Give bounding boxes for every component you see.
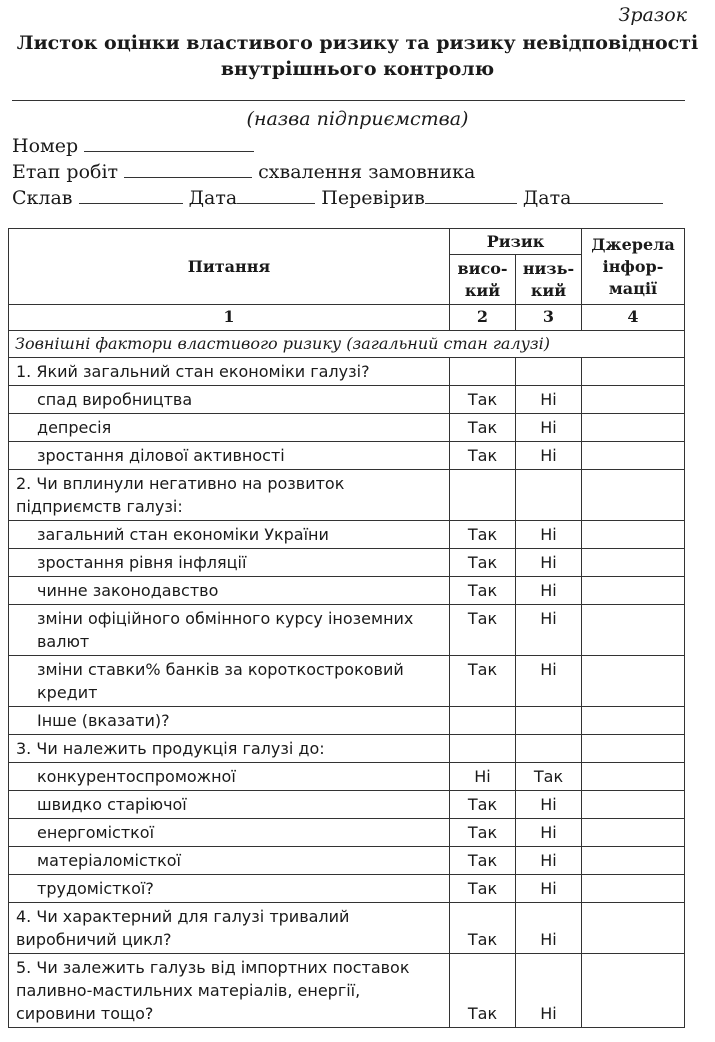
sources-cell[interactable] bbox=[582, 656, 685, 707]
sources-cell[interactable] bbox=[582, 903, 685, 954]
table-row bbox=[9, 386, 685, 414]
high-risk-cell[interactable] bbox=[450, 470, 516, 521]
sample-label: Зразок bbox=[618, 4, 687, 26]
signature-row bbox=[12, 187, 663, 209]
table-row bbox=[9, 707, 685, 735]
question-cell: 5. Чи залежить галузь від імпортних поставок паливно-мастильних матеріалів, енергії, сировини тощо? bbox=[9, 954, 450, 1028]
high-risk-cell[interactable]: Так bbox=[450, 875, 516, 903]
question-cell: трудомісткої? bbox=[9, 875, 450, 903]
table-row bbox=[9, 791, 685, 819]
low-risk-cell[interactable]: Ні bbox=[516, 903, 582, 954]
number-label: Номер bbox=[12, 135, 79, 157]
sources-cell[interactable] bbox=[582, 549, 685, 577]
approval-text: схвалення замовника bbox=[258, 161, 476, 183]
low-risk-cell[interactable]: Ні bbox=[516, 791, 582, 819]
table-row bbox=[9, 954, 685, 1028]
question-cell: загальний стан економіки України bbox=[9, 521, 450, 549]
high-risk-cell[interactable]: Так bbox=[450, 656, 516, 707]
sources-cell[interactable] bbox=[582, 819, 685, 847]
stage-label: Етап робіт bbox=[12, 161, 119, 183]
question-cell: зростання рівня інфляції bbox=[9, 549, 450, 577]
table-row bbox=[9, 875, 685, 903]
question-cell: 3. Чи належить продукція галузі до: bbox=[9, 735, 450, 763]
question-cell: конкурентоспроможної bbox=[9, 763, 450, 791]
col-risk-header: Ризик bbox=[450, 229, 582, 255]
sources-cell[interactable] bbox=[582, 521, 685, 549]
date2-label: Дата bbox=[522, 187, 572, 209]
low-risk-cell[interactable]: Так bbox=[516, 763, 582, 791]
sources-cell[interactable] bbox=[582, 847, 685, 875]
stage-row bbox=[12, 161, 475, 183]
sources-cell[interactable] bbox=[582, 954, 685, 1028]
title-line-1: Листок оцінки властивого ризику та ризику невідповідності bbox=[16, 32, 699, 54]
table-row bbox=[9, 414, 685, 442]
question-cell: депресія bbox=[9, 414, 450, 442]
high-risk-cell[interactable]: Так bbox=[450, 386, 516, 414]
enterprise-name-line[interactable] bbox=[12, 100, 685, 101]
checked-field[interactable] bbox=[425, 187, 517, 204]
low-risk-cell[interactable]: Ні bbox=[516, 875, 582, 903]
question-cell: матеріаломісткої bbox=[9, 847, 450, 875]
sources-cell[interactable] bbox=[582, 791, 685, 819]
low-risk-cell[interactable]: Ні bbox=[516, 847, 582, 875]
sources-cell[interactable] bbox=[582, 414, 685, 442]
sources-cell[interactable] bbox=[582, 735, 685, 763]
high-risk-cell[interactable]: Так bbox=[450, 442, 516, 470]
low-risk-cell[interactable] bbox=[516, 735, 582, 763]
low-risk-cell[interactable]: Ні bbox=[516, 605, 582, 656]
high-risk-cell[interactable]: Так bbox=[450, 791, 516, 819]
sources-cell[interactable] bbox=[582, 470, 685, 521]
low-risk-cell[interactable]: Ні bbox=[516, 386, 582, 414]
question-cell: зростання ділової активності bbox=[9, 442, 450, 470]
table-row bbox=[9, 656, 685, 707]
table-row bbox=[9, 549, 685, 577]
compiled-field[interactable] bbox=[79, 187, 183, 204]
sources-cell[interactable] bbox=[582, 577, 685, 605]
question-cell: зміни ставки% банків за короткостроковий кредит bbox=[9, 656, 450, 707]
table-row bbox=[9, 358, 685, 386]
low-risk-cell[interactable] bbox=[516, 358, 582, 386]
question-cell: швидко старіючої bbox=[9, 791, 450, 819]
high-risk-cell[interactable] bbox=[450, 358, 516, 386]
sources-cell[interactable] bbox=[582, 442, 685, 470]
col-num-2: 2 bbox=[450, 305, 516, 331]
document-title bbox=[0, 30, 715, 82]
high-risk-cell[interactable]: Так bbox=[450, 903, 516, 954]
sources-cell[interactable] bbox=[582, 358, 685, 386]
sources-cell[interactable] bbox=[582, 707, 685, 735]
table-row bbox=[9, 903, 685, 954]
question-cell: Інше (вказати)? bbox=[9, 707, 450, 735]
sources-cell[interactable] bbox=[582, 763, 685, 791]
col-high-header: висо- кий bbox=[450, 255, 516, 305]
enterprise-caption: (назва підприємства) bbox=[246, 108, 469, 130]
col-low-header: низь- кий bbox=[516, 255, 582, 305]
table-row bbox=[9, 470, 685, 521]
date2-field[interactable] bbox=[571, 187, 663, 204]
title-line-2: внутрішнього контролю bbox=[220, 58, 495, 80]
risk-assessment-table bbox=[8, 228, 685, 1028]
date-field[interactable] bbox=[237, 187, 315, 204]
low-risk-cell[interactable]: Ні bbox=[516, 549, 582, 577]
high-risk-cell[interactable]: Так bbox=[450, 954, 516, 1028]
table-row bbox=[9, 819, 685, 847]
number-field[interactable] bbox=[84, 135, 254, 152]
col-num-4: 4 bbox=[582, 305, 685, 331]
sources-cell[interactable] bbox=[582, 605, 685, 656]
table-row bbox=[9, 442, 685, 470]
low-risk-cell[interactable] bbox=[516, 707, 582, 735]
compiled-label: Склав bbox=[12, 187, 73, 209]
col-sources-header: Джерела інфор- мації bbox=[582, 229, 685, 305]
high-risk-cell[interactable]: Так bbox=[450, 521, 516, 549]
sources-cell[interactable] bbox=[582, 875, 685, 903]
low-risk-cell[interactable]: Ні bbox=[516, 954, 582, 1028]
table-row bbox=[9, 735, 685, 763]
table-row bbox=[9, 847, 685, 875]
table-row bbox=[9, 763, 685, 791]
high-risk-cell[interactable]: Так bbox=[450, 847, 516, 875]
sources-cell[interactable] bbox=[582, 386, 685, 414]
question-cell: чинне законодавство bbox=[9, 577, 450, 605]
question-cell: спад виробництва bbox=[9, 386, 450, 414]
date-label: Дата bbox=[188, 187, 238, 209]
section-header: Зовнішні фактори властивого ризику (загальний стан галузі) bbox=[9, 331, 685, 358]
low-risk-cell[interactable] bbox=[516, 470, 582, 521]
table-row bbox=[9, 605, 685, 656]
low-risk-cell[interactable]: Ні bbox=[516, 656, 582, 707]
col-num-1: 1 bbox=[9, 305, 450, 331]
high-risk-cell[interactable]: Так bbox=[450, 577, 516, 605]
high-risk-cell[interactable]: Так bbox=[450, 819, 516, 847]
high-risk-cell[interactable]: Так bbox=[450, 605, 516, 656]
question-cell: енергомісткої bbox=[9, 819, 450, 847]
low-risk-cell[interactable]: Ні bbox=[516, 577, 582, 605]
low-risk-cell[interactable]: Ні bbox=[516, 819, 582, 847]
number-row bbox=[12, 135, 254, 157]
checked-label: Перевірив bbox=[321, 187, 425, 209]
col-num-3: 3 bbox=[516, 305, 582, 331]
question-cell: 1. Який загальний стан економіки галузі? bbox=[9, 358, 450, 386]
question-cell: зміни офіційного обмінного курсу іноземних валют bbox=[9, 605, 450, 656]
table-row bbox=[9, 577, 685, 605]
low-risk-cell[interactable]: Ні bbox=[516, 414, 582, 442]
low-risk-cell[interactable]: Ні bbox=[516, 442, 582, 470]
low-risk-cell[interactable]: Ні bbox=[516, 521, 582, 549]
high-risk-cell[interactable] bbox=[450, 707, 516, 735]
stage-field[interactable] bbox=[124, 161, 252, 178]
high-risk-cell[interactable] bbox=[450, 735, 516, 763]
col-question-header: Питання bbox=[9, 229, 450, 305]
question-cell: 4. Чи характерний для галузі тривалий виробничий цикл? bbox=[9, 903, 450, 954]
high-risk-cell[interactable]: Так bbox=[450, 414, 516, 442]
question-cell: 2. Чи вплинули негативно на розвиток підприємств галузі: bbox=[9, 470, 450, 521]
high-risk-cell[interactable]: Так bbox=[450, 549, 516, 577]
table-row bbox=[9, 521, 685, 549]
high-risk-cell[interactable]: Ні bbox=[450, 763, 516, 791]
